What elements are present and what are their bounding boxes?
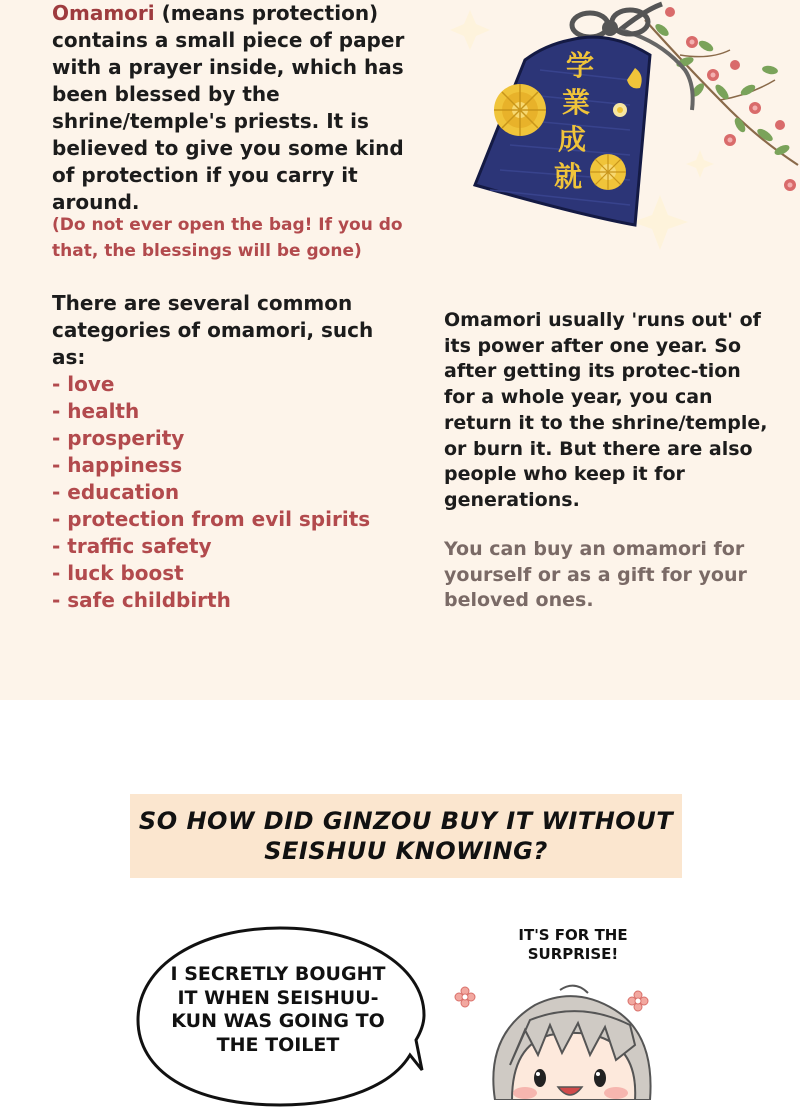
category-item: - love [52, 372, 115, 396]
category-item: - education [52, 480, 180, 504]
kanji-char: 成 [557, 123, 587, 156]
question-text: SO HOW DID GINZOU BUY IT WITHOUT SEISHUU KNOWING? [138, 807, 674, 865]
category-item: - health [52, 399, 140, 423]
omamori-bag-icon [475, 37, 650, 225]
kanji-char: 業 [561, 86, 591, 119]
chrysanthemum-icon [494, 84, 546, 136]
sparkle-flower-icon [628, 991, 648, 1011]
intro-text [52, 0, 412, 216]
warning-note: (Do not ever open the bag! If you do that, the blessings will be gone) [52, 215, 403, 261]
categories-list [52, 371, 412, 614]
speech-text: I SECRETLY BOUGHT IT WHEN SEISHUU-KUN WAS GOING TO THE TOILET [170, 963, 386, 1056]
flower-branch-icon [645, 7, 798, 191]
category-item: - traffic safety [52, 534, 212, 558]
categories-intro: There are several common categories of omamori, such as: [52, 291, 374, 369]
categories-section [52, 290, 412, 614]
category-item: - happiness [52, 453, 183, 477]
buy-text: You can buy an omamori for yourself or as a gift for your beloved ones. [444, 538, 747, 612]
flower-icon [613, 103, 627, 117]
category-item: - prosperity [52, 426, 185, 450]
sparkle-flower-icon [455, 987, 475, 1007]
chrysanthemum-icon [590, 154, 626, 190]
question-banner [130, 794, 682, 878]
omamori-illustration [430, 0, 800, 260]
category-item: - luck boost [52, 561, 184, 585]
intro-body: (means protection) contains a small piece of paper with a prayer inside, which has been blessed by the shrine/temple's priests. It is believed to give you some kind of protection if you carry it around. [52, 1, 405, 214]
surprise-caption: IT'S FOR THE SURPRISE! [518, 926, 628, 963]
runs-out-text: Omamori usually 'runs out' of its power after one year. So after getting its protec-tion for a whole year, you can return it to the shrine/temple, or burn it. But there are also people who keep it for generations. [444, 309, 768, 511]
kanji-char: 学 [565, 49, 595, 82]
ginzou-character [440, 975, 700, 1100]
category-item: - safe childbirth [52, 588, 231, 612]
kanji-char: 就 [553, 160, 583, 193]
category-item: - protection from evil spirits [52, 507, 371, 531]
omamori-term: Omamori [52, 1, 155, 25]
